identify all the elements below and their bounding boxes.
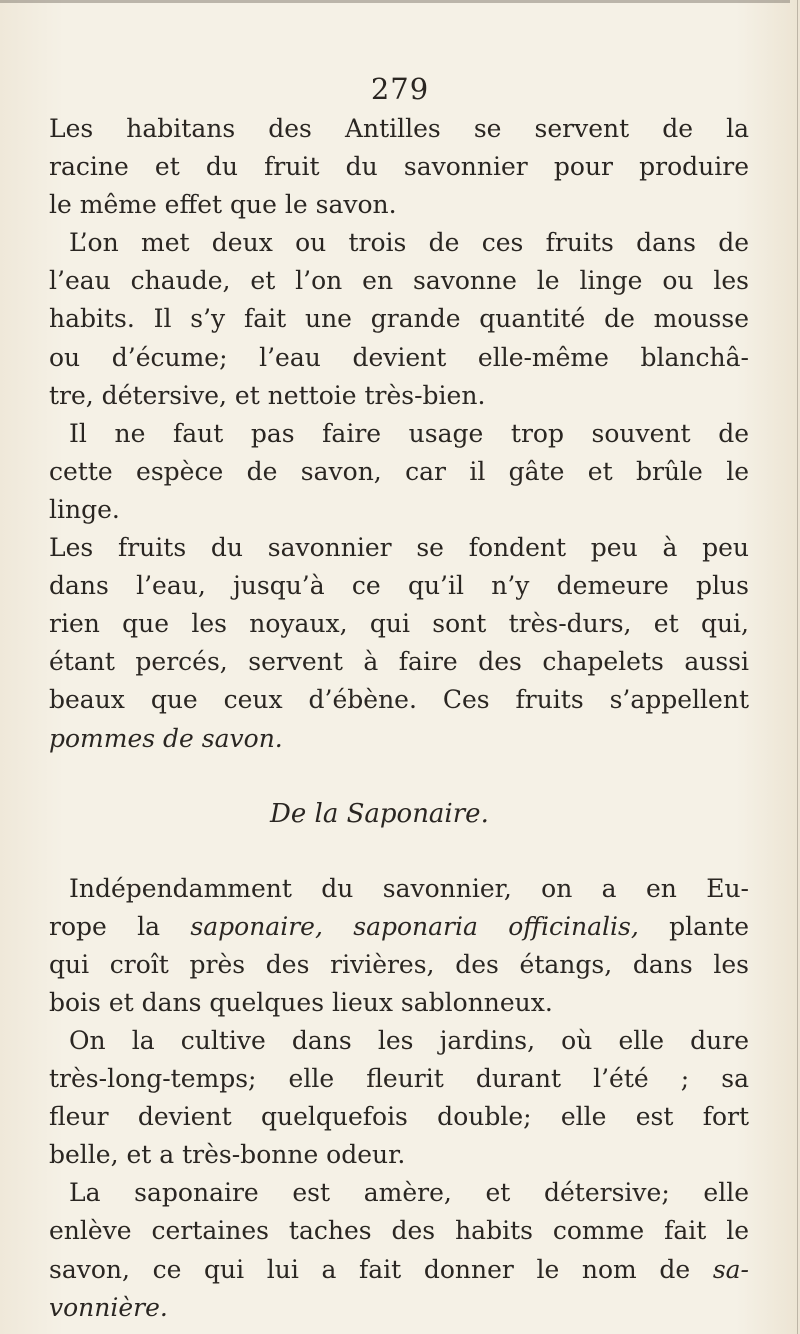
text-line: cette espèce de savon, car il gâte et brûle le: [49, 456, 749, 486]
text-line: le même effet que le savon.: [49, 190, 397, 220]
text-line: étant percés, servent à faire des chapelets aussi: [49, 647, 749, 677]
text-line: belle, et a très-bonne odeur.: [49, 1140, 406, 1170]
section-heading: De la Saponaire.: [270, 798, 489, 829]
text-line: fleur devient quelquefois double; elle est fort: [49, 1102, 749, 1132]
text-line: Les habitans des Antilles se servent de la: [49, 114, 749, 143]
text-line: racine et du fruit du savonnier pour produire: [49, 152, 749, 182]
text-line: L’on met deux ou trois de ces fruits dans de: [69, 228, 749, 258]
text-line: On la cultive dans les jardins, où elle dure: [69, 1025, 749, 1055]
text-line: qui croît près des rivières, des étangs, dans les: [49, 949, 749, 979]
text-line-mixed: [49, 1251, 749, 1289]
text-line: dans l’eau, jusqu’à ce qu’il n’y demeure plus: [49, 571, 749, 601]
text-line-italic: vonnière.: [49, 1292, 168, 1322]
text-line-mixed: [49, 908, 749, 946]
page-edge: [797, 0, 798, 1334]
text-line: beaux que ceux d’ébène. Ces fruits s’appellent: [49, 685, 749, 715]
top-border-rule: [0, 0, 790, 3]
text-line: ou d’écume; l’eau devient elle-même blanchâ-: [49, 342, 749, 372]
spacer: [49, 758, 749, 778]
page-number: 279: [370, 72, 430, 106]
text-line-italic: pommes de savon.: [49, 723, 283, 753]
text-line: Indépendamment du savonnier, on a en Eu-: [69, 873, 749, 903]
text-line: linge.: [49, 494, 120, 524]
text-line: tre, détersive, et nettoie très-bien.: [49, 380, 486, 410]
text-line: très-long-temps; elle fleurit durant l’été ; sa: [49, 1064, 749, 1094]
text-line: enlève certaines taches des habits comme fait le: [49, 1216, 749, 1246]
text-run: rope la: [49, 911, 191, 941]
text-line: rien que les noyaux, qui sont très-durs, et qui,: [49, 609, 749, 639]
text-run-italic: saponaire, saponaria officinalis,: [190, 911, 639, 941]
spacer: [49, 850, 749, 870]
text-line: bois et dans quelques lieux sablonneux.: [49, 987, 553, 1017]
text-line: l’eau chaude, et l’on en savonne le linge ou les: [49, 266, 749, 296]
text-line: habits. Il s’y fait une grande quantité de mousse: [49, 304, 749, 334]
body-text: [49, 110, 749, 1327]
text-line: Il ne faut pas faire usage trop souvent de: [69, 418, 749, 448]
text-line: Les fruits du savonnier se fondent peu à peu: [49, 533, 749, 563]
text-line: La saponaire est amère, et détersive; elle: [69, 1178, 749, 1208]
text-run: plante: [638, 911, 749, 941]
text-run: savon, ce qui lui a fait donner le nom de: [49, 1254, 713, 1284]
text-run-italic: sa-: [712, 1254, 749, 1284]
